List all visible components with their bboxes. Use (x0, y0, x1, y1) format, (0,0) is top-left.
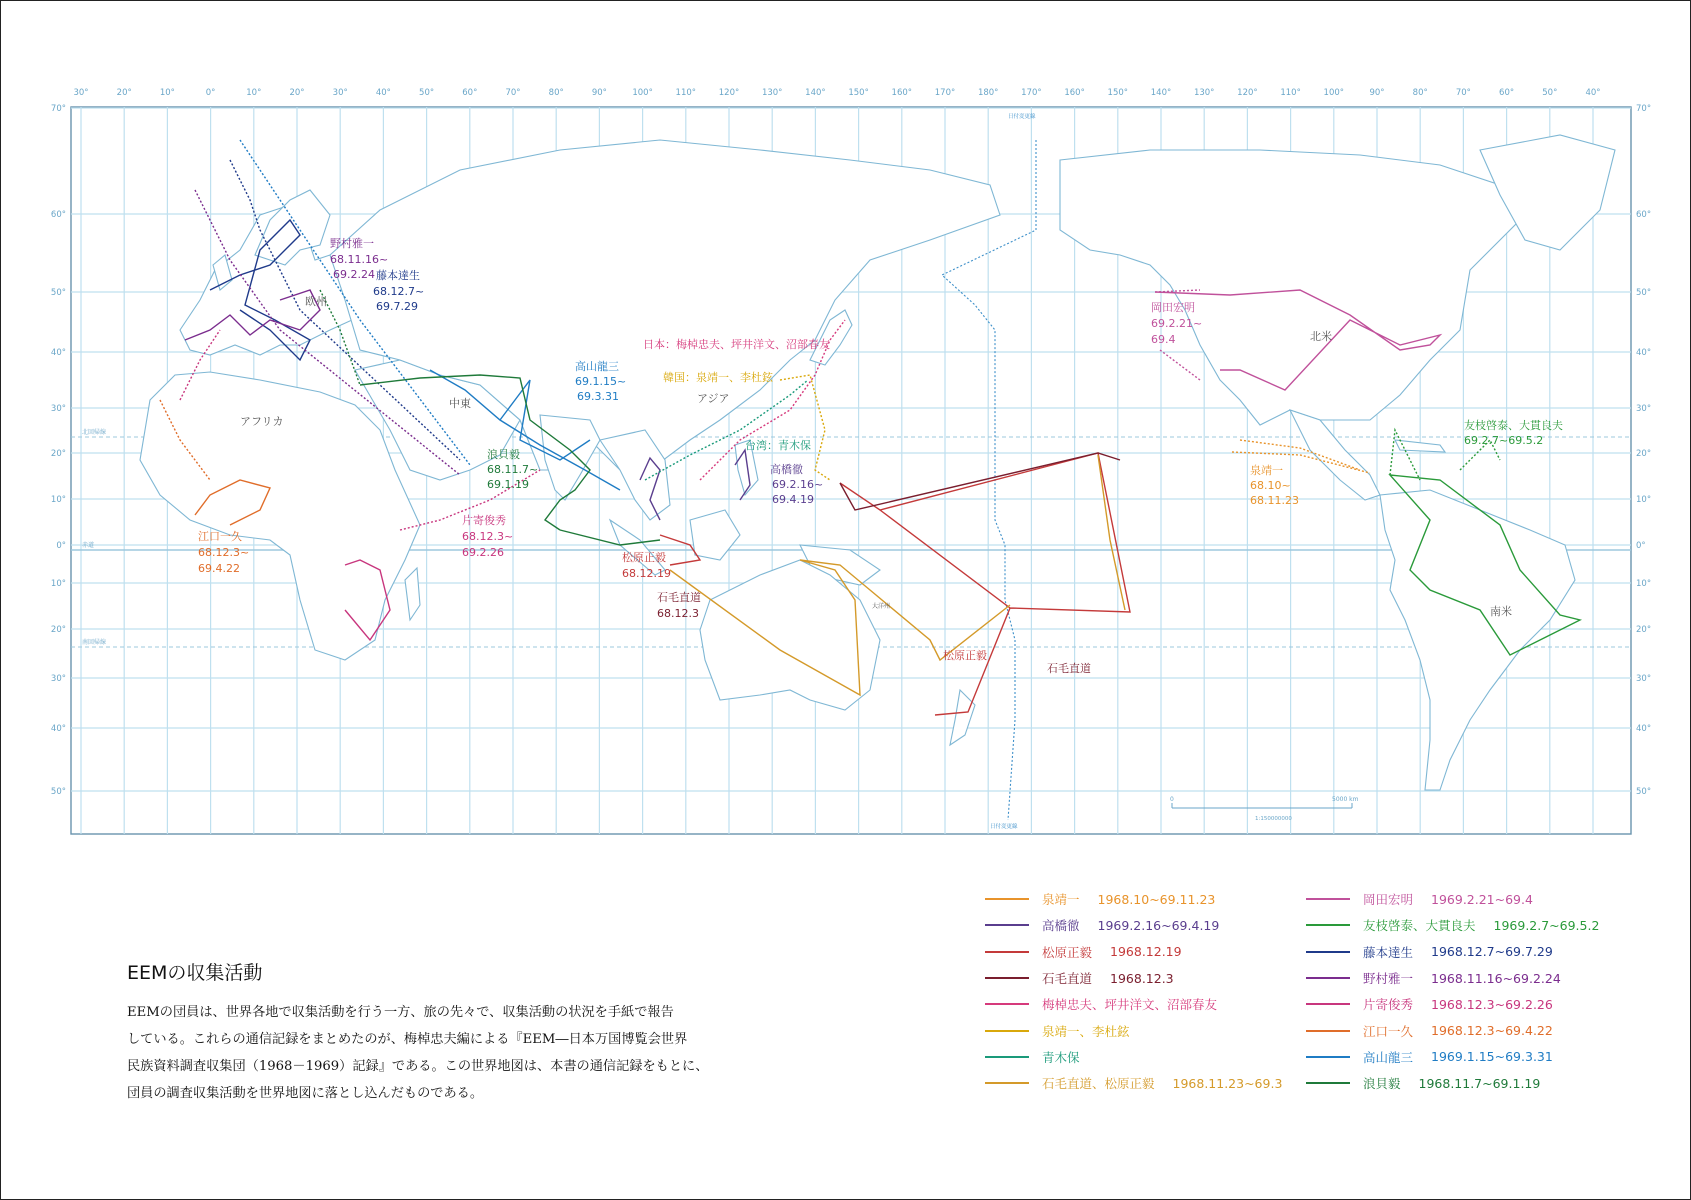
annotation-katayose-name: 片寄俊秀 (462, 514, 506, 527)
legend-item (1306, 991, 1599, 1017)
annotation-matsubara-w-name: 松原正毅 (622, 551, 666, 564)
longitude-label: 60° (462, 88, 478, 98)
latitude-label: 20° (1636, 625, 1652, 635)
latitude-label: 60° (1636, 210, 1652, 220)
legend-item (985, 1070, 1282, 1096)
article-body (127, 999, 717, 1107)
legend-date: 1968.12.3~69.4.22 (1431, 1023, 1553, 1039)
latitude-label: 40° (1636, 348, 1652, 358)
region-europe: 欧州 (305, 295, 327, 308)
annotation-tomoeda-name: 友枝啓泰、大貫良夫 (1464, 419, 1563, 432)
longitude-label: 50° (1542, 88, 1558, 98)
date-line-bottom-label: 日付変更線 (990, 824, 1018, 830)
date-line-top-label: 日付変更線 (1008, 114, 1036, 120)
longitude-label: 0° (205, 88, 216, 98)
longitude-label: 30° (332, 88, 348, 98)
legend-date: 1968.12.3 (1110, 970, 1174, 986)
scale-ratio: 1:150000000 (1255, 816, 1292, 822)
longitude-label: 140° (805, 88, 826, 98)
longitude-label: 90° (591, 88, 607, 98)
annotation-eguchi-date2: 69.4.22 (198, 562, 240, 575)
legend-name: 青木保 (1042, 1049, 1080, 1065)
annotation-izumi-e-date2: 68.11.23 (1250, 494, 1299, 507)
legend-name: 江口一久 (1363, 1023, 1414, 1039)
annotation-fujimoto-date2: 69.7.29 (376, 300, 418, 313)
annotation-okada-name: 岡田宏明 (1151, 301, 1195, 314)
legend-name: 友枝啓泰、大貫良夫 (1363, 918, 1476, 934)
longitude-label: 130° (761, 88, 783, 98)
longitude-label: 20° (116, 88, 132, 98)
legend-name: 高山龍三 (1363, 1049, 1414, 1065)
article-line: している。これらの通信記録をまとめたのが、梅棹忠夫編による『EEM―日本万国博覧会世界 (127, 1032, 688, 1047)
annotation-nomura-name: 野村雅一 (330, 237, 374, 250)
annotation-namigai-date2: 69.1.19 (487, 478, 529, 491)
longitude-label: 100° (632, 88, 653, 98)
latitude-label: 10° (50, 495, 66, 505)
longitude-label: 10° (246, 88, 262, 98)
longitude-label: 40° (375, 88, 391, 98)
latitude-label: 0° (56, 541, 66, 551)
legend-name: 石毛直道、松原正毅 (1042, 1076, 1155, 1092)
annotation-matsubara-w-date: 68.12.19 (622, 567, 671, 580)
latitude-label: 20° (1636, 449, 1652, 459)
latitude-label: 10° (50, 579, 66, 589)
legend-date: 1969.1.15~69.3.31 (1431, 1049, 1553, 1065)
scale-zero: 0 (1170, 796, 1174, 803)
legend-date: 1968.12.3~69.2.26 (1431, 996, 1553, 1012)
annotation-takayama-name: 高山龍三 (575, 360, 619, 373)
annotation-ishige-w-name: 石毛直道 (657, 591, 701, 604)
legend-left (985, 886, 1282, 1096)
longitude-label: 140° (1150, 88, 1172, 98)
latitude-label: 40° (50, 348, 66, 358)
latitude-label: 70° (1636, 104, 1652, 114)
scale-dist: 5000 km (1332, 796, 1359, 803)
article-line: EEMの団員は、世界各地で収集活動を行う一方、旅の先々で、収集活動の状況を手紙で報告 (127, 1005, 674, 1020)
annotation-eguchi-date1: 68.12.3~ (198, 546, 250, 559)
annotation-okada-date1: 69.2.21~ (1151, 317, 1203, 330)
latitude-label: 30° (1636, 404, 1652, 414)
article-title: EEMの収集活動 (127, 962, 263, 984)
annotation-okada-date2: 69.4 (1151, 333, 1176, 346)
legend-swatch (985, 1030, 1029, 1032)
latitude-labels-right (1636, 104, 1651, 797)
annotation-katayose-date1: 68.12.3~ (462, 530, 514, 543)
longitude-label: 160° (1064, 88, 1085, 98)
legend-swatch (1306, 1056, 1350, 1058)
longitude-label: 170° (1021, 88, 1042, 98)
longitude-label: 150° (1107, 88, 1129, 98)
article (127, 958, 717, 1107)
legend-date: 1968.12.7~69.7.29 (1431, 944, 1553, 960)
latitude-label: 20° (50, 625, 66, 635)
longitude-label: 100° (1323, 88, 1345, 98)
legend-name: 岡田宏明 (1363, 892, 1414, 908)
region-middle-east: 中東 (449, 397, 471, 410)
annotation-izumi-e-name: 泉靖一 (1250, 464, 1283, 477)
annotation-nomura-date2: 69.2.24 (333, 268, 375, 281)
legend-swatch (985, 977, 1029, 979)
legend-date: 1968.11.16~69.2.24 (1431, 970, 1561, 986)
latitude-label: 50° (50, 288, 66, 298)
longitude-label: 160° (891, 88, 913, 98)
annotation-korea: 韓国：泉靖一、李杜鉉 (663, 371, 773, 384)
legend-swatch (985, 951, 1029, 953)
annotation-namigai-date1: 68.11.7~ (487, 463, 539, 476)
annotation-eguchi-name: 江口一久 (198, 530, 242, 543)
legend-swatch (985, 1056, 1029, 1058)
annotation-ishige-e: 石毛直道 (1047, 662, 1091, 675)
annotation-ishige-w-date: 68.12.3 (657, 607, 699, 620)
legend-item (1306, 1017, 1599, 1043)
annotation-fujimoto-name: 藤本達生 (376, 269, 420, 282)
legend-swatch (1306, 1082, 1350, 1084)
longitude-label: 50° (419, 88, 435, 98)
equator-label: 赤道 (82, 542, 95, 549)
annotation-izumi-e-date1: 68.10~ (1250, 479, 1291, 492)
tropic-capricorn-label: 南回帰線 (82, 639, 107, 646)
latitude-label: 30° (1636, 674, 1652, 684)
longitude-labels (73, 88, 1600, 98)
legend-item (985, 965, 1282, 991)
legend-name: 泉靖一、李杜鉉 (1042, 1023, 1130, 1039)
longitude-label: 20° (289, 88, 305, 98)
annotation-fujimoto-date1: 68.12.7~ (373, 285, 425, 298)
legend-swatch (1306, 951, 1350, 953)
legend-date: 1968.12.19 (1110, 944, 1182, 960)
longitude-label: 10° (159, 88, 175, 98)
legend-date: 1969.2.16~69.4.19 (1097, 917, 1220, 933)
pacific-label: 大洋州 (872, 603, 891, 610)
article-line: 民族資料調査収集団（1968－1969）記録』である。この世界地図は、本書の通信記録をもとに、 (127, 1059, 709, 1074)
latitude-label: 70° (50, 104, 66, 114)
legend-swatch (985, 1082, 1029, 1084)
legend-swatch (1306, 924, 1350, 926)
longitude-label: 110° (1280, 88, 1301, 98)
longitude-label: 170° (934, 88, 956, 98)
latitude-label: 60° (50, 210, 66, 220)
legend-swatch (1306, 898, 1350, 900)
legend-date: 1969.2.21~69.4 (1431, 891, 1533, 907)
annotation-takayama-date2: 69.3.31 (577, 390, 619, 403)
latitude-label: 40° (1636, 724, 1652, 734)
article-line: 団員の調査収集活動を世界地図に落とし込んだものである。 (127, 1086, 484, 1101)
longitude-label: 110° (675, 88, 697, 98)
region-south-america: 南米 (1490, 605, 1512, 618)
legend-name: 高橋徹 (1042, 918, 1080, 934)
legend-name: 松原正毅 (1042, 944, 1093, 960)
legend-name: 野村雅一 (1363, 971, 1414, 987)
longitude-label: 120° (718, 88, 740, 98)
latitude-label: 50° (50, 787, 66, 797)
longitude-label: 120° (1237, 88, 1258, 98)
longitude-label: 180° (977, 88, 999, 98)
legend-item (1306, 1070, 1599, 1096)
legend-item (985, 912, 1282, 938)
longitude-label: 70° (505, 88, 521, 98)
legend-date: 1968.11.7~69.1.19 (1418, 1075, 1541, 1091)
latitude-label: 10° (1636, 495, 1652, 505)
legend-swatch (1306, 1003, 1350, 1005)
latitude-label: 30° (50, 674, 66, 684)
legend-date: 1969.2.7~69.5.2 (1493, 917, 1600, 933)
legend-date: 1968.10~69.11.23 (1097, 891, 1216, 907)
region-asia: アジア (697, 392, 730, 405)
legend-name: 梅棹忠夫、坪井洋文、沼部春友 (1042, 997, 1218, 1013)
longitude-label: 130° (1193, 88, 1215, 98)
legend-swatch (985, 1003, 1029, 1005)
latitude-label: 50° (1636, 288, 1652, 298)
legend-name: 石毛直道 (1042, 971, 1093, 987)
latitude-labels-left (51, 104, 66, 797)
latitude-label: 40° (50, 724, 66, 734)
latitude-label: 0° (1636, 541, 1646, 551)
legend-name: 藤本達生 (1363, 944, 1414, 960)
longitude-label: 80° (548, 88, 564, 98)
annotation-japan: 日本：梅棹忠夫、坪井洋文、沼部春友 (643, 338, 830, 351)
latitude-label: 30° (50, 404, 66, 414)
legend-item (985, 939, 1282, 965)
longitude-label: 150° (848, 88, 869, 98)
legend-swatch (985, 924, 1029, 926)
longitude-label: 70° (1455, 88, 1471, 98)
legend-item (1306, 886, 1599, 912)
annotation-namigai-name: 浪貝毅 (487, 448, 520, 461)
legend-swatch (1306, 1030, 1350, 1032)
longitude-label: 40° (1585, 88, 1601, 98)
longitude-label: 90° (1369, 88, 1385, 98)
legend-item (1306, 939, 1599, 965)
annotation-takahashi-date1: 69.2.16~ (772, 478, 824, 491)
annotation-matsubara-e: 松原正毅 (943, 649, 987, 662)
annotation-fujimoto (373, 268, 424, 313)
legend-item (985, 1017, 1282, 1043)
longitude-label: 30° (73, 88, 89, 98)
region-africa: アフリカ (240, 415, 284, 428)
annotation-takahashi-name: 高橋徹 (770, 463, 803, 476)
region-north-america: 北米 (1310, 330, 1332, 343)
legend-item (1306, 1044, 1599, 1070)
latitude-label: 20° (50, 449, 66, 459)
annotation-takayama (575, 359, 626, 403)
annotation-taiwan: 台湾：青木保 (745, 439, 811, 452)
longitude-label: 60° (1499, 88, 1515, 98)
latitude-label: 10° (1636, 579, 1652, 589)
legend-item (985, 886, 1282, 912)
legend-item (985, 1044, 1282, 1070)
annotation-tomoeda-date: 69.2.7~69.5.2 (1464, 434, 1544, 447)
legend-item (1306, 965, 1599, 991)
legend-item (1306, 912, 1599, 938)
annotation-katayose-date2: 69.2.26 (462, 546, 504, 559)
legend-name: 泉靖一 (1042, 892, 1080, 908)
legend-swatch (1306, 977, 1350, 979)
legend-date: 1968.11.23~69.3 (1172, 1075, 1283, 1091)
legend-item (985, 991, 1282, 1017)
annotation-nomura-date1: 68.11.16~ (330, 253, 389, 266)
annotation-takayama-date1: 69.1.15~ (575, 375, 627, 388)
legend-name: 浪貝毅 (1363, 1076, 1401, 1092)
legend-swatch (985, 898, 1029, 900)
longitude-label: 80° (1412, 88, 1428, 98)
annotation-takahashi-date2: 69.4.19 (772, 493, 814, 506)
latitude-label: 50° (1636, 787, 1652, 797)
legend-right (1306, 886, 1599, 1096)
tropic-cancer-label: 北回帰線 (82, 429, 107, 436)
legend-name: 片寄俊秀 (1363, 997, 1414, 1013)
